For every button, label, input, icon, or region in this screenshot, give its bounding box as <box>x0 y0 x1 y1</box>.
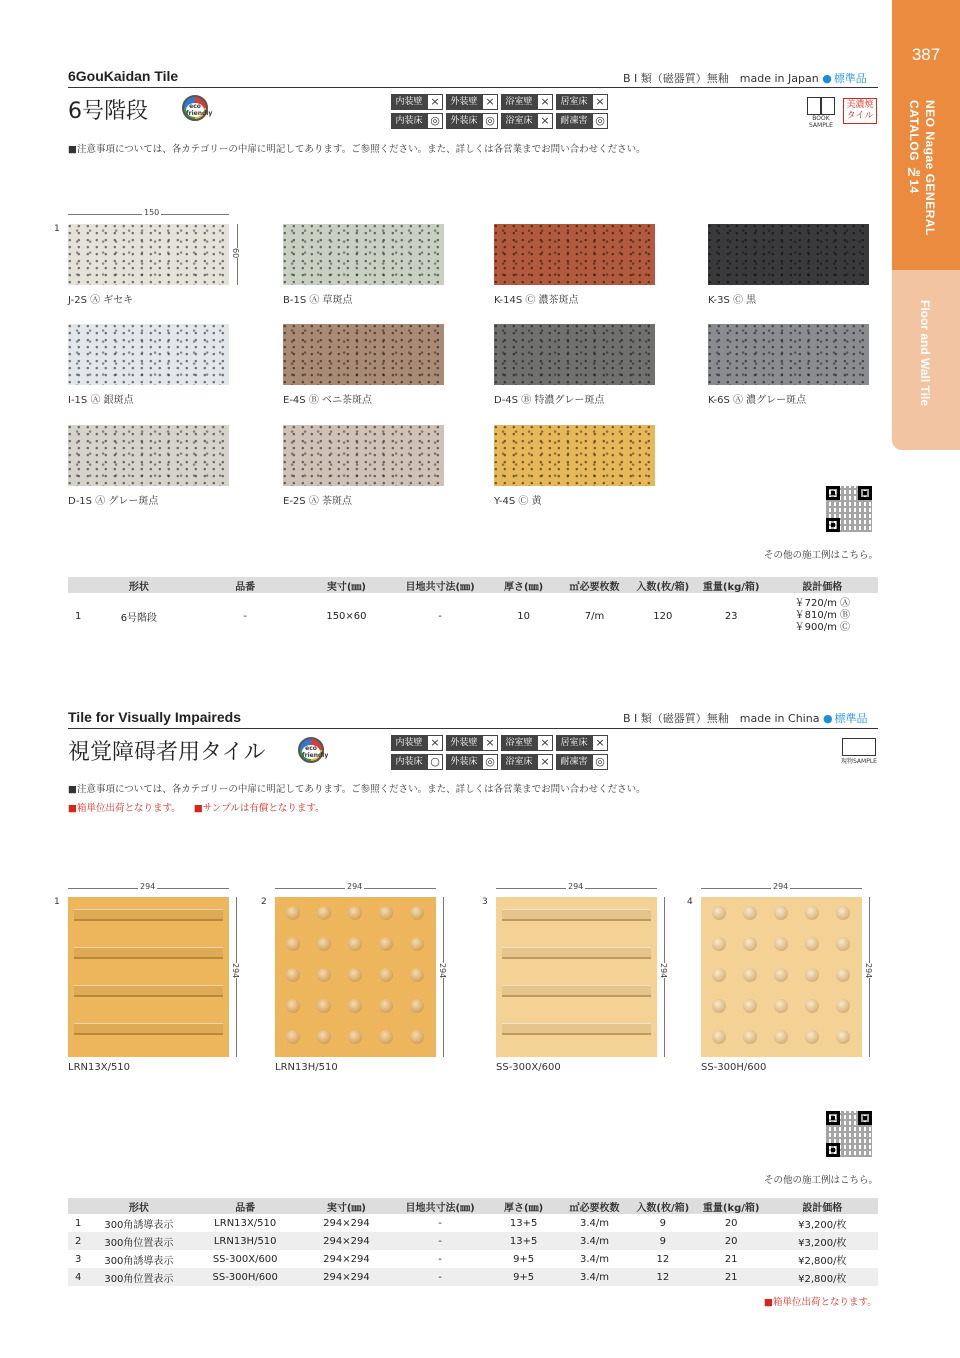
usage-mark: × <box>537 94 553 110</box>
table-cell-qty: 9 <box>630 1232 696 1250</box>
table-cell-size: 294×294 <box>323 1217 370 1229</box>
table-header: 実寸(㎜) <box>301 1198 392 1214</box>
usage-mark: × <box>537 735 553 751</box>
table-header: 設計価格 <box>767 1198 878 1214</box>
table-header: 実寸(㎜) <box>301 577 392 593</box>
usage-label: 外装床 <box>446 754 482 770</box>
table-header: 重量(kg/箱) <box>696 1198 767 1214</box>
table-cell-qty: 9 <box>659 1217 667 1229</box>
table-cell-thick: 9+5 <box>488 1268 559 1286</box>
usage-cell <box>556 754 610 770</box>
s1-note: ■注意事項については、各カテゴリーの中扉に明記してあります。ご参照ください。また、詳しくは各営業までお問い合わせください。 <box>68 144 646 155</box>
tile-label: LRN13H/510 <box>275 1062 338 1073</box>
s1-eco-icon: eco friendly <box>182 95 208 121</box>
table-cell-code: SS-300H/600 <box>190 1268 301 1286</box>
tile-dim-height: 294 <box>438 963 447 979</box>
tile-swatch <box>68 425 229 486</box>
tile-dim-height: 294 <box>231 963 240 979</box>
table-cell-shape: 6号階段 <box>120 612 158 624</box>
tactile-dot <box>774 937 788 951</box>
s1-jp-title: 6号階段 <box>68 99 148 124</box>
table-header: 目地共寸法(㎜) <box>392 1198 488 1214</box>
usage-mark: × <box>592 735 608 751</box>
tactile-dot <box>286 968 300 982</box>
table-cell-no: 3 <box>74 1253 82 1265</box>
tactile-bar <box>74 1023 223 1035</box>
tile-label: K-6S Ⓐ 濃グレー斑点 <box>708 395 807 406</box>
usage-label: 浴室床 <box>501 113 537 129</box>
s1-dim-width: 150 <box>144 208 160 217</box>
table-cell-weight: 21 <box>724 1253 738 1265</box>
table-cell-shape: 300角誘導表示 <box>104 1219 174 1231</box>
section-name: Floor and Wall Tile <box>918 300 932 407</box>
usage-label: 外装壁 <box>446 94 482 110</box>
s2-jp-title: 視覚障碍者用タイル <box>68 740 266 765</box>
s1-book-sample: BOOK SAMPLE <box>804 97 838 129</box>
usage-cell <box>501 94 555 110</box>
usage-cell <box>501 754 555 770</box>
table-header: 重量(kg/箱) <box>696 577 767 593</box>
s1-standard-badge: ● 標準品 <box>822 72 867 85</box>
tactile-dot <box>379 968 393 982</box>
tactile-dot <box>805 999 819 1013</box>
table-cell-code: SS-300X/600 <box>212 1253 278 1265</box>
tile-label: D-4S Ⓑ 特濃グレー斑点 <box>494 395 605 406</box>
table-cell-size: 294×294 <box>323 1253 370 1265</box>
table-cell-weight: 21 <box>696 1268 767 1286</box>
tile-swatch <box>68 324 229 385</box>
usage-label: 内装壁 <box>391 94 427 110</box>
usage-cell <box>446 113 500 129</box>
tactile-dot <box>286 1030 300 1044</box>
tactile-dot <box>836 906 850 920</box>
tactile-tile <box>701 897 862 1057</box>
usage-cell <box>391 113 445 129</box>
usage-cell <box>391 735 445 751</box>
table-cell-price: ¥3,200/枚 <box>798 1219 847 1231</box>
tactile-dot <box>379 1030 393 1044</box>
tile-label: K-14S Ⓒ 濃茶斑点 <box>494 295 579 306</box>
table-cell-price: ¥2,800/枚 <box>767 1268 878 1286</box>
s1-qr-code[interactable] <box>826 486 872 532</box>
tactile-dot <box>805 937 819 951</box>
s2-class-line <box>623 710 868 726</box>
tactile-dot <box>379 906 393 920</box>
table-row <box>68 1250 878 1268</box>
table-cell-thick: 10 <box>517 610 530 622</box>
tile-swatch <box>708 224 869 285</box>
tactile-dot <box>317 1030 331 1044</box>
usage-cell <box>391 94 445 110</box>
table-cell-code: - <box>243 610 247 622</box>
tactile-dot <box>712 937 726 951</box>
tactile-dot <box>317 906 331 920</box>
table-cell-shape: 300角誘導表示 <box>104 1255 174 1267</box>
tile-dim-height: 294 <box>659 963 668 979</box>
table-cell-need: 3.4/m <box>579 1253 609 1265</box>
usage-mark: ◎ <box>482 113 498 129</box>
usage-cell <box>446 94 500 110</box>
s2-standard-badge: ● 標準品 <box>823 712 868 725</box>
tile-dim-width: 294 <box>773 882 789 891</box>
table-cell-joint: - <box>392 1268 488 1286</box>
tile-index: 4 <box>687 897 693 907</box>
tile-label: E-4S Ⓑ ベニ茶斑点 <box>283 395 372 406</box>
table-row <box>68 593 878 639</box>
table-header: 入数(枚/箱) <box>630 577 696 593</box>
usage-cell <box>556 94 610 110</box>
usage-cell <box>556 113 610 129</box>
usage-mark: × <box>482 94 498 110</box>
tile-label: J-2S Ⓐ ギセキ <box>68 295 134 306</box>
table-header: 品番 <box>190 1198 301 1214</box>
usage-cell <box>446 735 500 751</box>
tile-label: E-2S Ⓐ 茶斑点 <box>283 496 352 507</box>
tile-label: Y-4S Ⓒ 黄 <box>494 496 542 507</box>
table-cell-weight: 20 <box>696 1232 767 1250</box>
tile-swatch <box>283 224 444 285</box>
usage-label: 内装壁 <box>391 735 427 751</box>
tactile-dot <box>805 1030 819 1044</box>
tactile-dot <box>712 906 726 920</box>
price-line: ￥900/m Ⓒ <box>794 622 850 633</box>
table-cell-weight: 20 <box>724 1217 738 1229</box>
table-cell-price: ¥3,200/枚 <box>767 1232 878 1250</box>
tile-label: SS-300H/600 <box>701 1062 767 1073</box>
table-header: 入数(枚/箱) <box>630 1198 696 1214</box>
s1-class-text: B I 類（磁器質）無釉 made in Japan <box>623 72 819 85</box>
table-cell-no: 1 <box>74 1217 82 1229</box>
tactile-dot <box>286 999 300 1013</box>
table-header: 形状 <box>88 577 189 593</box>
table-cell-size: 294×294 <box>301 1268 392 1286</box>
tactile-bar <box>74 985 223 997</box>
table-cell-qty: 120 <box>653 610 673 622</box>
s2-usage-grid <box>391 735 610 770</box>
tactile-dot <box>348 937 362 951</box>
book-icon <box>807 97 835 115</box>
usage-mark: × <box>592 94 608 110</box>
s2-footer-note: ■箱単位出荷となります。 <box>764 1297 877 1308</box>
tactile-dot <box>286 906 300 920</box>
tactile-dot <box>348 999 362 1013</box>
usage-mark: ◎ <box>482 754 498 770</box>
tactile-dot <box>348 968 362 982</box>
usage-mark: ◎ <box>592 113 608 129</box>
table-header: 品番 <box>190 577 301 593</box>
tile-label: K-3S Ⓒ 黒 <box>708 295 757 306</box>
table-header: 形状 <box>88 1198 189 1214</box>
tile-index: 2 <box>261 897 267 907</box>
tactile-bar <box>502 1023 651 1035</box>
table-cell-thick: 9+5 <box>513 1253 535 1265</box>
usage-cell <box>391 754 445 770</box>
table-cell-joint: - <box>438 1253 442 1265</box>
tile-swatch <box>494 224 655 285</box>
table-row <box>68 1268 878 1286</box>
usage-label: 耐凍害 <box>556 754 592 770</box>
table-header: ㎡必要枚数 <box>559 577 630 593</box>
s1-class-line <box>623 70 867 86</box>
tactile-dot <box>410 999 424 1013</box>
tactile-dot <box>712 1030 726 1044</box>
tile-label: B-1S Ⓐ 草斑点 <box>283 295 353 306</box>
tactile-dot <box>774 968 788 982</box>
tactile-dot <box>836 999 850 1013</box>
tactile-dot <box>836 968 850 982</box>
usage-label: 居室床 <box>556 735 592 751</box>
usage-mark: × <box>537 754 553 770</box>
tile-swatch <box>283 324 444 385</box>
tactile-dot <box>286 937 300 951</box>
table-cell-joint: - <box>392 1232 488 1250</box>
tile-label: SS-300X/600 <box>496 1062 561 1073</box>
tactile-dot <box>743 1030 757 1044</box>
tactile-dot <box>410 1030 424 1044</box>
tactile-dot <box>317 937 331 951</box>
tactile-dot <box>348 1030 362 1044</box>
s2-eco-icon: eco friendly <box>298 737 324 763</box>
s1-mino-badge: 美濃焼タイル <box>843 98 877 124</box>
tactile-dot <box>712 999 726 1013</box>
s2-en-title: Tile for Visually Impaireds <box>68 709 241 725</box>
table-cell-qty: 12 <box>656 1253 670 1265</box>
tactile-dot <box>774 906 788 920</box>
tactile-dot <box>774 1030 788 1044</box>
table-cell-joint: - <box>438 1217 442 1229</box>
tactile-dot <box>743 906 757 920</box>
table-cell-no: 4 <box>68 1268 88 1286</box>
usage-cell <box>501 113 555 129</box>
tile-dim-width: 294 <box>140 882 156 891</box>
tactile-tile <box>68 897 229 1057</box>
price-line: ￥810/m Ⓑ <box>794 610 850 621</box>
s1-spec-table <box>68 577 878 639</box>
usage-label: 内装床 <box>391 113 427 129</box>
table-cell-no: 1 <box>74 610 82 622</box>
s2-qr-code[interactable] <box>826 1111 872 1157</box>
tile-swatch <box>494 324 655 385</box>
tactile-tile <box>496 897 657 1057</box>
usage-label: 浴室壁 <box>501 735 537 751</box>
table-cell-shape: 300角位置表示 <box>88 1268 189 1286</box>
usage-mark: × <box>537 113 553 129</box>
tile-label: LRN13X/510 <box>68 1062 131 1073</box>
s1-en-title: 6GouKaidan Tile <box>68 68 179 84</box>
usage-label: 外装壁 <box>446 735 482 751</box>
tile-swatch <box>708 324 869 385</box>
tactile-dot <box>410 937 424 951</box>
s1-dim-height: 60 <box>231 248 240 259</box>
tactile-dot <box>743 999 757 1013</box>
usage-label: 内装床 <box>391 754 427 770</box>
tile-swatch <box>68 224 229 285</box>
s1-row-index: 1 <box>54 224 60 234</box>
s2-red-note-2: ■サンプルは有償となります。 <box>193 803 325 814</box>
usage-cell <box>556 735 610 751</box>
tactile-dot <box>712 968 726 982</box>
table-cell-weight: 23 <box>724 610 738 622</box>
tactile-dot <box>836 937 850 951</box>
tactile-dot <box>805 968 819 982</box>
tactile-dot <box>379 937 393 951</box>
table-row <box>68 1232 878 1250</box>
tile-swatch <box>283 425 444 486</box>
tactile-bar <box>74 909 223 921</box>
table-cell-size: 294×294 <box>301 1232 392 1250</box>
tactile-bar <box>502 985 651 997</box>
table-cell-code: LRN13H/510 <box>190 1232 301 1250</box>
page-tab <box>892 0 960 270</box>
sample-box-icon <box>842 738 876 756</box>
table-cell-code: LRN13X/510 <box>214 1217 277 1229</box>
s2-note: ■注意事項については、各カテゴリーの中扉に明記してあります。ご参照ください。また、詳しくは各営業までお問い合わせください。 <box>68 784 646 795</box>
tile-dim-width: 294 <box>568 882 584 891</box>
s2-red-notes <box>68 796 325 815</box>
table-row <box>68 1214 878 1232</box>
table-cell-joint: - <box>438 610 442 622</box>
s1-usage-grid <box>391 94 610 129</box>
s2-qr-caption: その他の施工例はこちら。 <box>764 1175 879 1186</box>
table-cell-size: 150×60 <box>326 610 367 622</box>
tactile-dot <box>348 906 362 920</box>
table-header: 目地共寸法(㎜) <box>392 577 488 593</box>
s1-qr-caption: その他の施工例はこちら。 <box>764 550 879 561</box>
tactile-tile <box>275 897 436 1057</box>
tactile-bar <box>502 909 651 921</box>
tactile-dot <box>317 999 331 1013</box>
usage-label: 浴室壁 <box>501 94 537 110</box>
usage-mark: ◎ <box>427 113 443 129</box>
usage-cell <box>446 754 500 770</box>
s2-genbutsu-sample: 現物SAMPLE <box>840 738 878 765</box>
usage-mark: × <box>482 735 498 751</box>
page-number: 387 <box>911 45 941 64</box>
usage-mark: × <box>427 94 443 110</box>
tactile-dot <box>317 968 331 982</box>
table-cell-thick: 13+5 <box>509 1217 538 1229</box>
tactile-dot <box>743 937 757 951</box>
tile-dim-width: 294 <box>347 882 363 891</box>
table-cell-price <box>767 593 878 639</box>
usage-mark: × <box>427 735 443 751</box>
table-cell-thick: 13+5 <box>488 1232 559 1250</box>
table-header: 設計価格 <box>767 577 878 593</box>
tactile-dot <box>410 968 424 982</box>
price-line: ￥720/m Ⓐ <box>794 598 850 609</box>
usage-label: 耐凍害 <box>556 113 592 129</box>
tactile-bar <box>74 947 223 959</box>
usage-mark: ○ <box>427 754 443 770</box>
tile-label: D-1S Ⓐ グレー斑点 <box>68 496 159 507</box>
tile-index: 1 <box>54 897 60 907</box>
tile-swatch <box>494 425 655 486</box>
table-cell-need: 3.4/m <box>559 1232 630 1250</box>
table-header: ㎡必要枚数 <box>559 1198 630 1214</box>
tactile-bar <box>502 947 651 959</box>
table-cell-qty: 12 <box>630 1268 696 1286</box>
s2-red-note-1: ■箱単位出荷となります。 <box>68 803 181 814</box>
tactile-dot <box>379 999 393 1013</box>
table-header: 厚さ(㎜) <box>488 1198 559 1214</box>
usage-mark: ◎ <box>592 754 608 770</box>
table-header: 厚さ(㎜) <box>488 577 559 593</box>
section-tab[interactable] <box>892 270 960 450</box>
tile-dim-height: 294 <box>864 963 873 979</box>
table-cell-shape: 300角位置表示 <box>88 1232 189 1250</box>
tile-index: 3 <box>482 897 488 907</box>
tactile-dot <box>805 906 819 920</box>
s2-title-rule <box>68 728 878 729</box>
usage-label: 居室床 <box>556 94 592 110</box>
usage-label: 外装床 <box>446 113 482 129</box>
tactile-dot <box>836 1030 850 1044</box>
tactile-dot <box>743 968 757 982</box>
s2-spec-table <box>68 1198 878 1286</box>
table-cell-need: 7/m <box>584 610 605 622</box>
table-cell-price: ¥2,800/枚 <box>798 1255 847 1267</box>
table-cell-need: 3.4/m <box>559 1268 630 1286</box>
s1-title-rule <box>68 87 878 88</box>
catalog-name: NEO Nagae GENERAL CATALOG №14 <box>907 100 937 236</box>
table-cell-no: 2 <box>68 1232 88 1250</box>
usage-label: 浴室床 <box>501 754 537 770</box>
s2-class-text: B I 類（磁器質）無釉 made in China <box>623 712 820 725</box>
table-cell-need: 3.4/m <box>579 1217 609 1229</box>
tactile-dot <box>774 999 788 1013</box>
tile-label: I-1S Ⓐ 銀斑点 <box>68 395 134 406</box>
tactile-dot <box>410 906 424 920</box>
usage-cell <box>501 735 555 751</box>
